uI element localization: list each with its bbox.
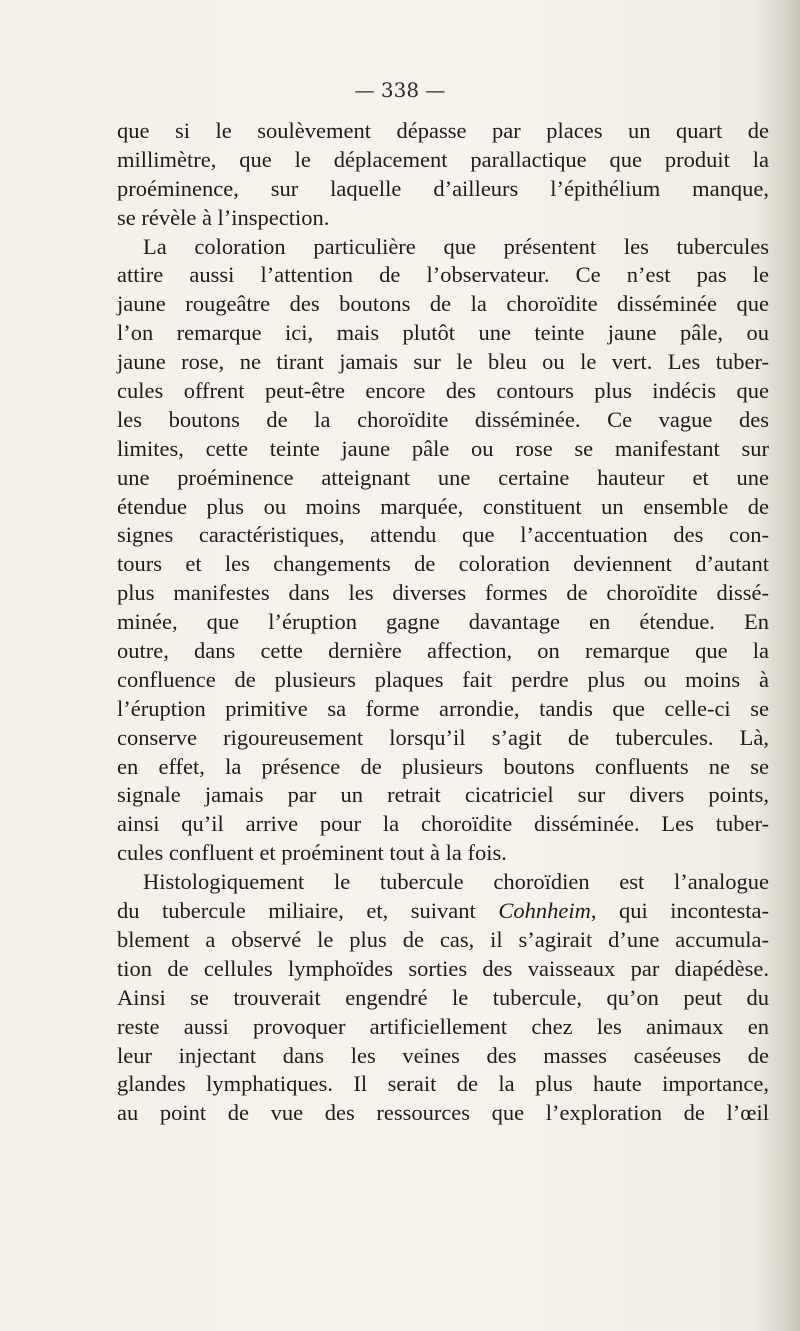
text-line: en effet, la présence de plusieurs boutons confluents ne se [117,753,769,779]
text-line: millimètre, que le déplacement parallactique que produit la [117,146,769,172]
text-line: Ainsi se trouverait engendré le tubercule, qu’on peut du [117,984,769,1010]
text-line: cules confluent et proéminent tout à la fois. [117,840,507,866]
text-line: au point de vue des ressources que l’exploration de l’œil [117,1100,769,1126]
text-line: cules offrent peut-être encore des contours plus indécis que [117,378,769,404]
text-line: une proéminence atteignant une certaine hauteur et une [117,464,769,490]
text-line: plus manifestes dans les diverses formes de choroïdite dissé- [117,580,769,606]
text-line: minée, que l’éruption gagne davantage en étendue. En [117,609,769,635]
text-segment: , qui incontesta- [590,898,769,924]
text-segment: du tubercule miliaire, et, suivant [117,898,476,924]
text-line: confluence de plusieurs plaques fait perdre plus ou moins à [117,666,769,692]
text-line: jaune rougeâtre des boutons de la choroïdite disséminée que [117,291,769,317]
text-line: limites, cette teinte jaune pâle ou rose se manifestant sur [117,435,769,461]
text-line: leur injectant dans les veines des masses caséeuses de [117,1042,769,1068]
text-line: étendue plus ou moins marquée, constituent un ensemble de [117,493,769,519]
text-line: glandes lymphatiques. Il serait de la plus haute importance, [117,1071,769,1097]
text-line: les boutons de la choroïdite disséminée. Ce vague des [117,406,769,432]
text-line: attire aussi l’attention de l’observateur. Ce n’est pas le [117,262,769,288]
text-line: blement a observé le plus de cas, il s’agirait d’une accumula- [117,926,769,952]
text-line: l’on remarque ici, mais plutôt une teinte jaune pâle, ou [117,320,769,346]
text-line: que si le soulèvement dépasse par places un quart de [117,118,769,143]
text-line: ainsi qu’il arrive pour la choroïdite disséminée. Les tuber- [117,811,769,837]
text-line: signale jamais par un retrait cicatriciel sur divers points, [117,782,769,808]
text-line: conserve rigoureusement lorsqu’il s’agit de tubercules. Là, [117,724,769,750]
text-line: signes caractéristiques, attendu que l’accentuation des con- [117,522,769,548]
text-line: l’éruption primitive sa forme arrondie, tandis que celle-ci se [117,695,769,721]
text-line: proéminence, sur laquelle d’ailleurs l’épithélium manque, [117,175,769,201]
text-line: reste aussi provoquer artificiellement chez les animaux en [117,1013,769,1039]
text-line: tours et les changements de coloration deviennent d’autant [117,551,769,577]
text-line: se révèle à l’inspection. [117,204,330,230]
page-number: — 338 — [354,78,446,102]
paragraph-start: La coloration particulière que présentent les tubercules [143,233,769,259]
text-line: outre, dans cette dernière affection, on remarque que la [117,638,769,664]
body-text [117,117,769,1128]
text-line: tion de cellules lymphoïdes sorties des vaisseaux par diapédèse. [117,955,769,981]
author-name: Cohnheim [498,898,591,924]
text-line: jaune rose, ne tirant jamais sur le bleu ou le vert. Les tuber- [117,349,769,375]
paragraph-start: Histologiquement le tubercule choroïdien est l’analogue [143,869,769,895]
text-line [117,897,769,926]
